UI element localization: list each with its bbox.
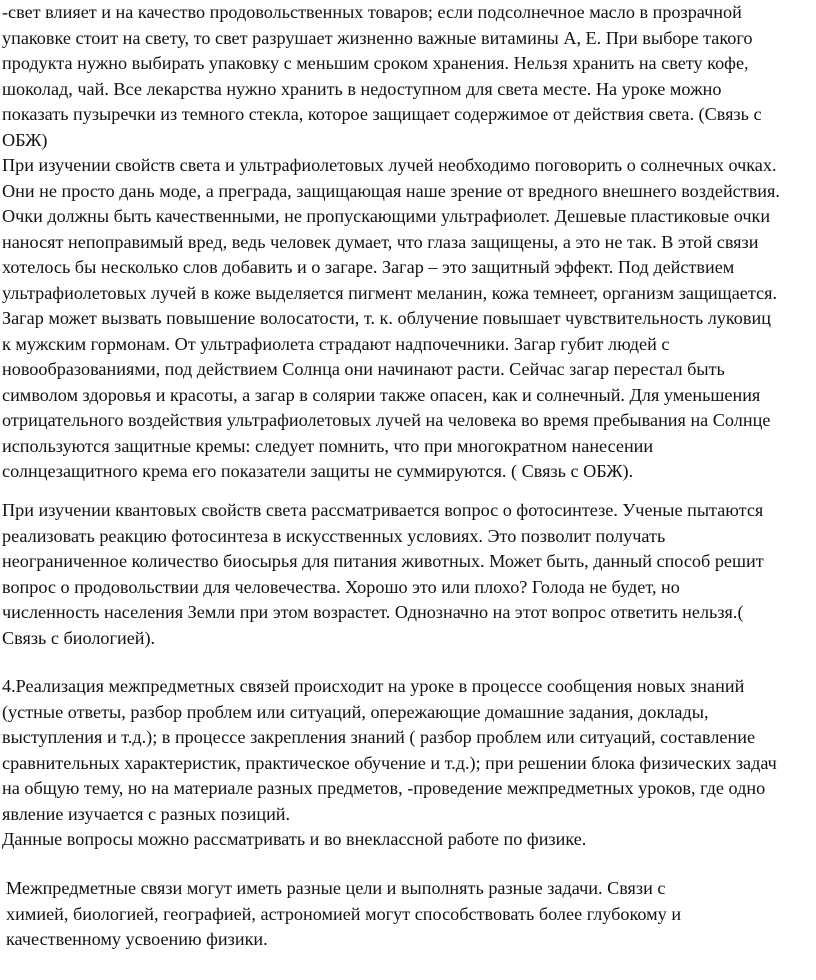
text-line: к мужским гормонам. От ультрафиолета страдают надпочечники. Загар губит людей с — [2, 333, 670, 354]
text-line: реализовать реакцию фотосинтеза в искусственных условиях. Это позволит получать — [2, 525, 666, 546]
text-line: шоколад, чай. Все лекарства нужно хранить в недоступном для света месте. На уроке можно — [2, 78, 722, 99]
text-line: явление изучается с разных позиций. — [2, 803, 291, 824]
text-line: Очки должны быть качественными, не пропускающими ультрафиолет. Дешевые пластиковые очки — [2, 206, 771, 226]
text-line: качественному усвоению физики. — [6, 929, 268, 949]
text-line: показать пузыречки из темного стекла, которое защищает содержимое от действия света. (Связь с — [2, 104, 762, 124]
paragraph-light-food-storage — [2, 0, 814, 153]
text-line: Связь с биологией). — [2, 627, 156, 648]
paragraph-interdisciplinary-links — [2, 674, 814, 853]
text-line: Данные вопросы можно рассматривать и во внеклассной работе по физике. — [2, 829, 587, 849]
text-line: сравнительных характеристик, практическое обучение и т.д.); при решении блока физических задач — [2, 752, 777, 773]
paragraph-photosynthesis — [2, 498, 814, 651]
text-line: 4.Реализация межпредметных связей происходит на уроке в процессе сообщения новых знаний — [2, 676, 745, 696]
text-line: При изучении квантовых свойств света рассматривается вопрос о фотосинтезе. Ученые пытаются — [2, 500, 764, 520]
text-line: вопрос о продовольствии для человечества. Хорошо это или плохо? Голода не будет, но — [2, 576, 680, 597]
text-line: -свет влияет и на качество продовольственных товаров; если подсолнечное масло в прозрачной — [2, 2, 742, 22]
text-line: химией, биологией, географией, астрономией могут способствовать более глубокому и — [6, 903, 682, 924]
paragraph-ultraviolet-sunglasses — [2, 153, 814, 485]
text-line: используются защитные кремы: следует помнить, что при многократном нанесении — [2, 435, 654, 456]
text-line: неограниченное количество биосырья для питания животных. Может быть, данный способ решит — [2, 551, 764, 571]
text-line: упаковке стоит на свету, то свет разрушает жизненно важные витамины А, Е. При выборе такого — [2, 27, 753, 48]
text-line: ОБЖ) — [2, 129, 48, 150]
text-line: Загар может вызвать повышение волосатости, т. к. облучение повышает чувствительность луковиц — [2, 308, 771, 328]
text-line: выступления и т.д.); в процессе закрепления знаний ( разбор проблем или ситуаций, составление — [2, 727, 756, 747]
paragraph-summary — [6, 876, 812, 953]
text-line: продукта нужно выбирать упаковку с меньшим сроком хранения. Нельзя хранить на свету кофе, — [2, 53, 749, 73]
text-line: Межпредметные связи могут иметь разные цели и выполнять разные задачи. Связи с — [6, 878, 666, 898]
text-line: (устные ответы, разбор проблем или ситуаций, опережающие домашние задания, доклады, — [2, 701, 709, 722]
text-line: численность населения Земли при этом возрастет. Однозначно на этот вопрос ответить нельзя.( — [2, 602, 744, 622]
text-line: отрицательного воздействия ультрафиолетовых лучей на человека во время пребывания на Солнце — [2, 410, 771, 430]
text-line: новообразованиями, под действием Солнца они начинают расти. Сейчас загар перестал быть — [2, 359, 725, 379]
text-line: наносят непоправимый вред, ведь человек думает, что глаза защищены, а это не так. В этой связи — [2, 231, 759, 252]
text-line: символом здоровья и красоты, а загар в солярии также опасен, как и солнечный. Для уменьшения — [2, 384, 761, 405]
text-line: хотелось бы несколько слов добавить и о загаре. Загар – это защитный эффект. Под действием — [2, 257, 735, 277]
text-line: солнцезащитного крема его показатели защиты не суммируются. ( Связь с ОБЖ). — [2, 461, 634, 481]
text-line: Они не просто дань моде, а преграда, защищающая наше зрение от вредного внешнего воздействия. — [2, 180, 780, 201]
text-line: на общую тему, но на материале разных предметов, -проведение межпредметных уроков, где одно — [2, 778, 766, 798]
text-line: ультрафиолетовых лучей в коже выделяется пигмент меланин, кожа темнеет, организм защищается. — [2, 282, 777, 303]
text-line: При изучении свойств света и ультрафиолетовых лучей необходимо поговорить о солнечных очках. — [2, 155, 777, 175]
